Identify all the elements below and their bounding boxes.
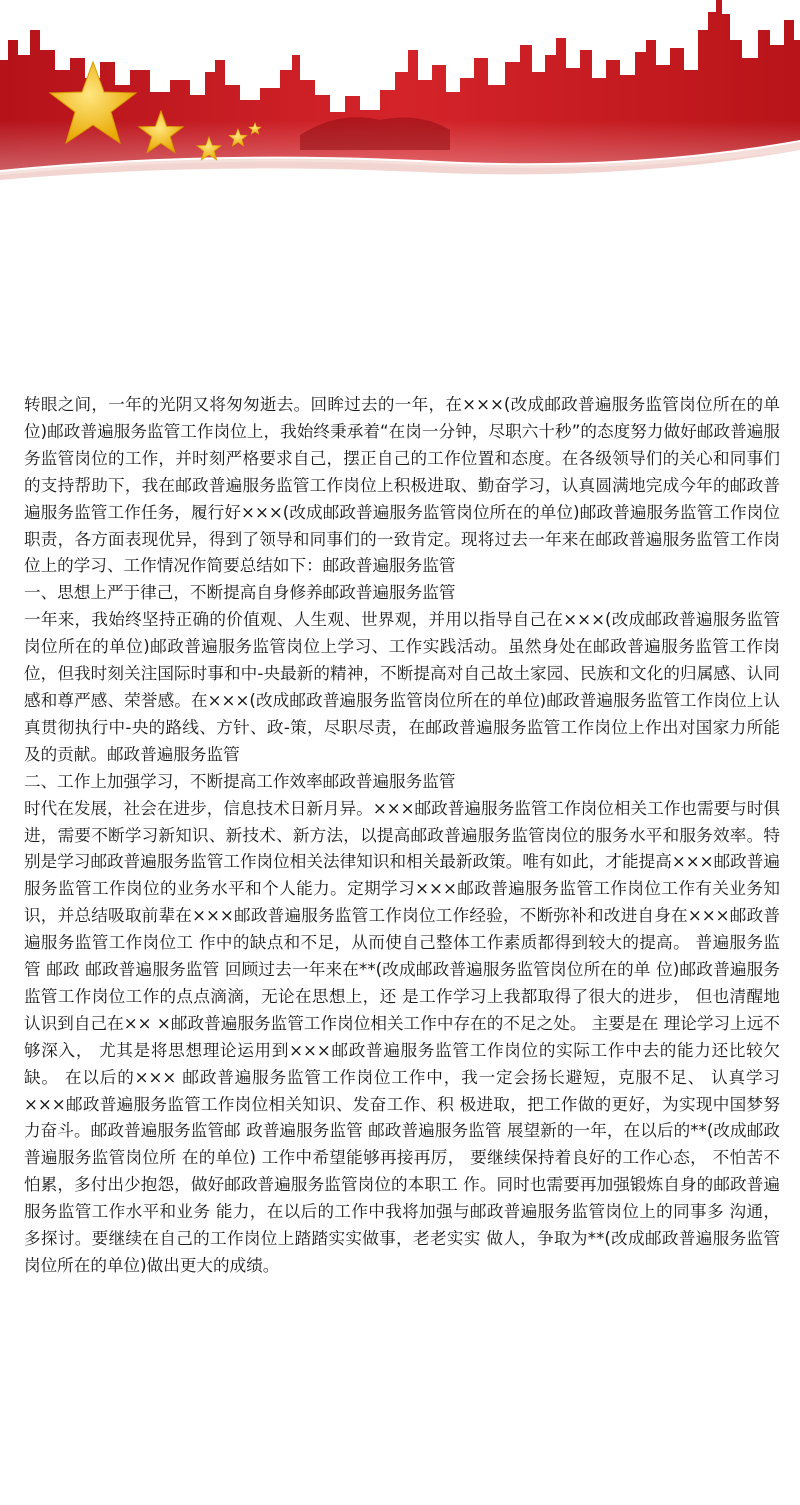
section-paragraph-2: 时代在发展，社会在进步，信息技术日新月异。×××邮政普遍服务监管工作岗位相关工作也需要与时俱进，需要不断学习新知识、新技术、新方法，以提高邮政普遍服务监管岗位的服务水平和服务效率。特别是学习邮政普遍服务监管工作岗位相关法律知识和相关最新政策。唯有如此，才能提高×××邮政普遍服务监管工作岗位的业务水平和个人能力。定期学习×××邮政普遍服务监管工作岗位工作有关业务知识，并总结吸取前辈在×××邮政普遍服务监管工作岗位工作经验，不断弥补和改进自身在×××邮政普遍服务监管工作岗位工 作中的缺点和不足，从而使自己整体工作素质都得到较大的提高。 普遍服务监管 邮政 邮政普遍服务监管 回顾过去一年来在**(改成邮政普遍服务监管岗位所在的单 位)邮政普遍服务监管工作岗位工作的点点滴滴，无论在思想上，还 是工作学习上我都取得了很大的进步， 但也清醒地认识到自己在×× ×邮政普遍服务监管工作岗位相关工作中存在的不足之处。 主要是在 理论学习上远不够深入， 尤其是将思想理论运用到×××邮政普遍服务监管工作岗位的实际工作中去的能力还比较欠缺。 在以后的××× 邮政普遍服务监管工作岗位工作中，我一定会扬长避短，克服不足、 认真学习×××邮政普遍服务监管工作岗位相关知识、发奋工作、积 极进取，把工作做的更好，为实现中国梦努力奋斗。邮政普遍服务监管邮 政普遍服务监管 邮政普遍服务监管 展望新的一年，在以后的**(改成邮政普遍服务监管岗位所 在的单位) 工作中希望能够再接再厉， 要继续保持着良好的工作心态， 不怕苦不怕累，多付出少抱怨，做好邮政普遍服务监管岗位的本职工 作。同时也需要再加强锻炼自身的邮政普遍服务监管工作水平和业务 能力，在以后的工作中我将加强与邮政普遍服务监管岗位上的同事多 沟通，多探讨。要继续在自己的工作岗位上踏踏实实做事，老老实实 做人，争取为**(改成邮政普遍服务监管岗位所在的单位)做出更大的成绩。 [24,798,780,1275]
intro-paragraph: 转眼之间，一年的光阴又将匆匆逝去。回眸过去的一年，在×××(改成邮政普遍服务监管岗位所在的单位)邮政普遍服务监管工作岗位上，我始终秉承着“在岗一分钟，尽职六十秒”的态度努力做好邮政普遍服务监管岗位的工作，并时刻严格要求自己，摆正自己的工作位置和态度。在各级领导们的关心和同事们的支持帮助下，我在邮政普遍服务监管工作岗位上积极进取、勤奋学习，认真圆满地完成今年的邮政普遍服务监管工作任务，履行好×××(改成邮政普遍服务监管岗位所在的单位)邮政普遍服务监管工作岗位职责，各方面表现优异，得到了领导和同事们的一致肯定。现将过去一年来在邮政普遍服务监管工作岗位上的学习、工作情况作简要总结如下：邮政普遍服务监管 [24,395,780,576]
star-icon [228,128,248,147]
section-heading-2: 二、工作上加强学习，不断提高工作效率邮政普遍服务监管 [24,771,456,791]
star-icon [248,122,262,135]
star-icon [196,136,222,161]
header-banner [0,0,800,190]
section-heading-1: 一、思想上严于律己，不断提高自身修养邮政普遍服务监管 [24,583,456,603]
star-icon [48,60,138,146]
star-icon [138,110,184,154]
article-body [24,392,780,1280]
section-paragraph-1: 一年来，我始终坚持正确的价值观、人生观、世界观，并用以指导自己在×××(改成邮政普遍服务监管岗位所在的单位)邮政普遍服务监管岗位上学习、工作实践活动。虽然身处在邮政普遍服务监管工作岗位，但我时刻关注国际时事和中-央最新的精神，不断提高对自己故土家园、民族和文化的归属感、认同感和尊严感、荣誉感。在×××(改成邮政普遍服务监管岗位所在的单位)邮政普遍服务监管工作岗位上认真贯彻执行中-央的路线、方针、政-策，尽职尽责，在邮政普遍服务监管工作岗位上作出对国家力所能及的贡献。邮政普遍服务监管 [24,610,780,764]
